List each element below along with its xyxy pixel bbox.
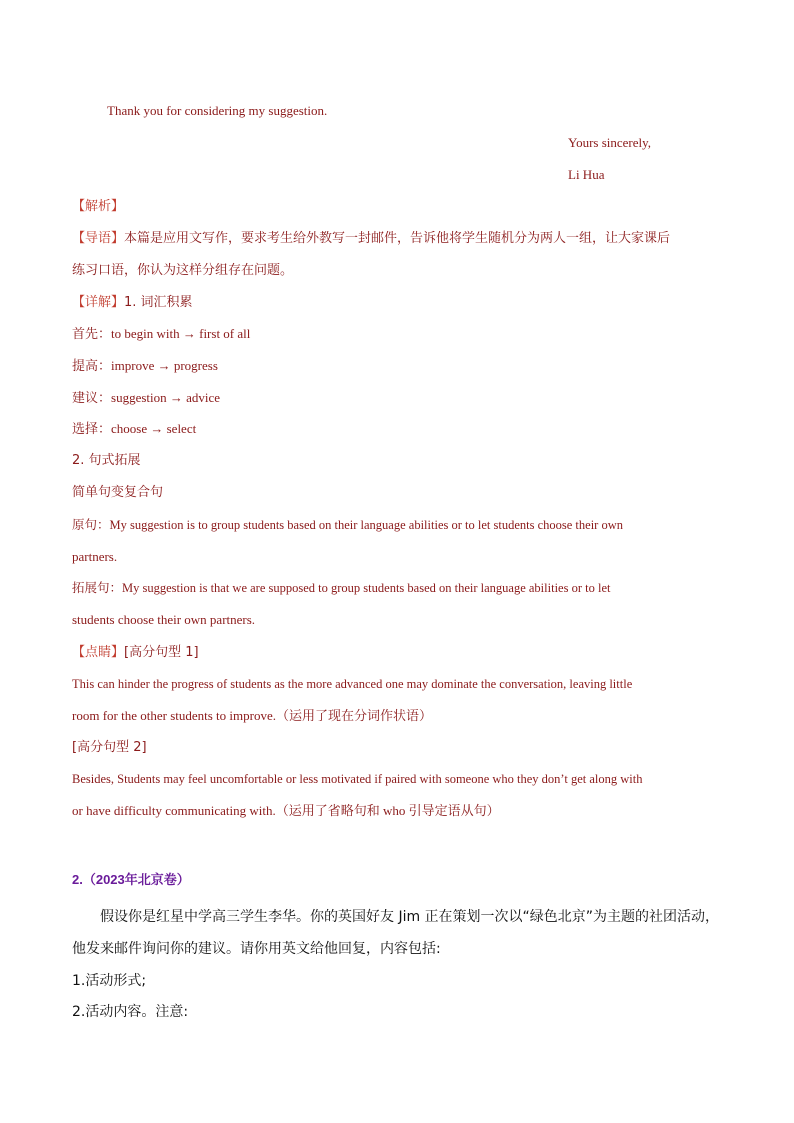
vocab-en: suggestion → advice: [111, 390, 221, 405]
vocab-en: improve → progress: [111, 358, 218, 373]
dianjing-tag: 【点睛】: [72, 645, 125, 660]
question2-prompt-line-1: 假设你是红星中学高三学生李华。你的英国好友 Jim 正在策划一次以“绿色北京”为主题的社团活动，: [100, 909, 720, 925]
original-text-1: My suggestion is to group students based on their language abilities or to let students choose their own: [109, 518, 623, 532]
letter-signature: Li Hua: [568, 167, 605, 182]
original-sentence-line-2: partners.: [72, 549, 118, 564]
vocab-item-1: [72, 325, 250, 344]
dianjing-line: [72, 643, 199, 662]
question2-item-1: 1.活动形式;: [72, 973, 147, 989]
vocab-cn: 提高：: [72, 359, 112, 374]
pattern1-line-2: room for the other students to improve.（运用了现在分词作状语）: [72, 708, 432, 723]
letter-closing-line: Thank you for considering my suggestion.: [107, 103, 328, 118]
vocab-cn: 首先：: [72, 327, 112, 342]
pattern1-label: [高分句型 1]: [124, 645, 199, 660]
daoyu-text-1: 本篇是应用文写作，要求考生给外教写一封邮件，告诉他将学生随机分为两人一组，让大家课后: [124, 231, 671, 246]
vocab-cn: 选择：: [72, 422, 112, 437]
pattern2-line-1: Besides, Students may feel uncomfortable or less motivated if paired with someone who they don’t get along with: [72, 772, 643, 786]
daoyu-line-2: 练习口语，你认为这样分组存在问题。: [72, 263, 294, 278]
question2-prompt-line-2: 他发来邮件询问你的建议。请你用英文给他回复，内容包括:: [72, 941, 441, 957]
pattern2-line-2: or have difficulty communicating with.（运用了省略句和 who 引导定语从句）: [72, 803, 500, 818]
section2-subtitle: 简单句变复合句: [72, 485, 164, 500]
vocab-cn: 建议：: [72, 391, 112, 406]
letter-sign-off: Yours sincerely,: [568, 135, 652, 150]
vocab-item-3: [72, 389, 220, 408]
expanded-sentence-line-2: students choose their own partners.: [72, 612, 256, 627]
original-sentence-line-1: [72, 516, 623, 534]
vocab-en: to begin with → first of all: [111, 326, 251, 341]
expanded-label: 拓展句：: [72, 580, 123, 595]
xiangjie-line: [72, 293, 193, 312]
daoyu-line-1: [72, 230, 670, 248]
daoyu-tag: 【导语】: [72, 231, 125, 246]
vocab-item-2: [72, 357, 218, 376]
xiangjie-tag: 【详解】: [72, 295, 125, 310]
question2-item-2: 2.活动内容。注意:: [72, 1004, 189, 1020]
original-label: 原句：: [72, 517, 110, 532]
expanded-sentence-line-1: [72, 579, 610, 597]
pattern1-line-1: This can hinder the progress of students as the more advanced one may dominate the conversation, leaving little: [72, 677, 633, 691]
xiangjie-text: 1. 词汇积累: [124, 295, 193, 310]
pattern2-label: [高分句型 2]: [72, 740, 147, 755]
vocab-item-4: [72, 420, 196, 439]
question2-heading: 2.（2023年北京卷）: [72, 872, 190, 887]
section2-title: 2. 句式拓展: [72, 453, 141, 468]
vocab-en: choose → select: [111, 421, 197, 436]
jiexi-tag: 【解析】: [72, 199, 125, 214]
expanded-text-1: My suggestion is that we are supposed to group students based on their language abilities or to let: [122, 581, 611, 595]
